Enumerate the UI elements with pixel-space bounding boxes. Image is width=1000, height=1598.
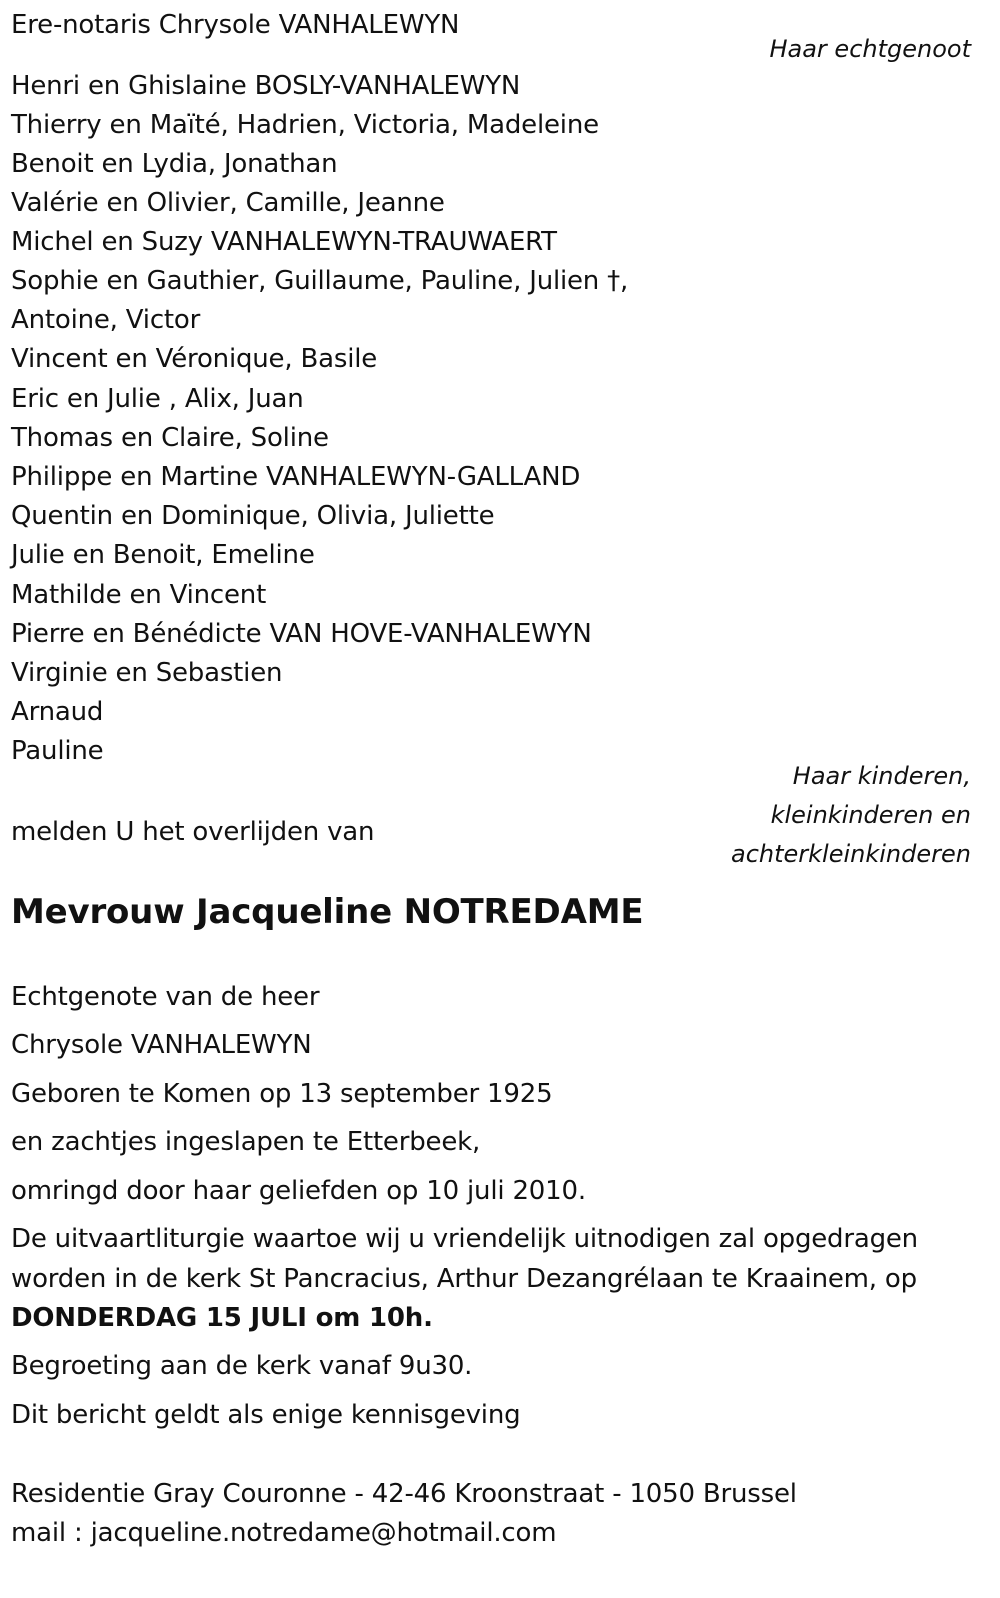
- detail-line: De uitvaartliturgie waartoe wij u vriendelijk uitnodigen zal opgedragen: [11, 1224, 918, 1254]
- funeral-date: DONDERDAG 15 JULI om 10h.: [11, 1303, 433, 1333]
- email: mail : jacqueline.notredame@hotmail.com: [11, 1518, 557, 1548]
- detail-line: Geboren te Komen op 13 september 1925: [11, 1079, 553, 1109]
- family-line: Antoine, Victor: [11, 305, 201, 335]
- spouse-name: Ere-notaris Chrysole VANHALEWYN: [11, 10, 460, 40]
- family-line: Benoit en Lydia, Jonathan: [11, 149, 338, 179]
- announcement: melden U het overlijden van: [11, 817, 375, 847]
- family-line: Julie en Benoit, Emeline: [11, 540, 315, 570]
- family-line: Philippe en Martine VANHALEWYN-GALLAND: [11, 462, 581, 492]
- spouse-label: Haar echtgenoot: [769, 35, 971, 63]
- family-line: Valérie en Olivier, Camille, Jeanne: [11, 188, 445, 218]
- family-line: Pauline: [11, 736, 104, 766]
- family-line: Arnaud: [11, 697, 104, 727]
- deceased-name: Mevrouw Jacqueline NOTREDAME: [11, 892, 644, 932]
- family-label-line: kleinkinderen en: [770, 801, 971, 829]
- detail-line: Chrysole VANHALEWYN: [11, 1030, 312, 1060]
- family-label-line: achterkleinkinderen: [731, 840, 971, 868]
- family-line: Thierry en Maïté, Hadrien, Victoria, Madeleine: [11, 110, 599, 140]
- family-line: Thomas en Claire, Soline: [11, 423, 329, 453]
- detail-line: en zachtjes ingeslapen te Etterbeek,: [11, 1127, 481, 1157]
- family-line: Michel en Suzy VANHALEWYN-TRAUWAERT: [11, 227, 557, 257]
- family-line: Mathilde en Vincent: [11, 580, 267, 610]
- detail-line: worden in de kerk St Pancracius, Arthur Dezangrélaan te Kraainem, op: [11, 1264, 917, 1294]
- detail-line: Echtgenote van de heer: [11, 982, 320, 1012]
- family-line: Vincent en Véronique, Basile: [11, 344, 378, 374]
- detail-line: Dit bericht geldt als enige kennisgeving: [11, 1400, 521, 1430]
- family-line: Sophie en Gauthier, Guillaume, Pauline, Julien †,: [11, 266, 629, 296]
- family-line: Quentin en Dominique, Olivia, Juliette: [11, 501, 495, 531]
- address: Residentie Gray Couronne - 42-46 Kroonstraat - 1050 Brussel: [11, 1479, 797, 1509]
- detail-line: Begroeting aan de kerk vanaf 9u30.: [11, 1351, 473, 1381]
- detail-line: omringd door haar geliefden op 10 juli 2010.: [11, 1176, 586, 1206]
- family-label-line: Haar kinderen,: [792, 762, 971, 790]
- family-line: Pierre en Bénédicte VAN HOVE-VANHALEWYN: [11, 619, 592, 649]
- family-line: Virginie en Sebastien: [11, 658, 283, 688]
- family-line: Eric en Julie , Alix, Juan: [11, 384, 304, 414]
- family-line: Henri en Ghislaine BOSLY-VANHALEWYN: [11, 71, 521, 101]
